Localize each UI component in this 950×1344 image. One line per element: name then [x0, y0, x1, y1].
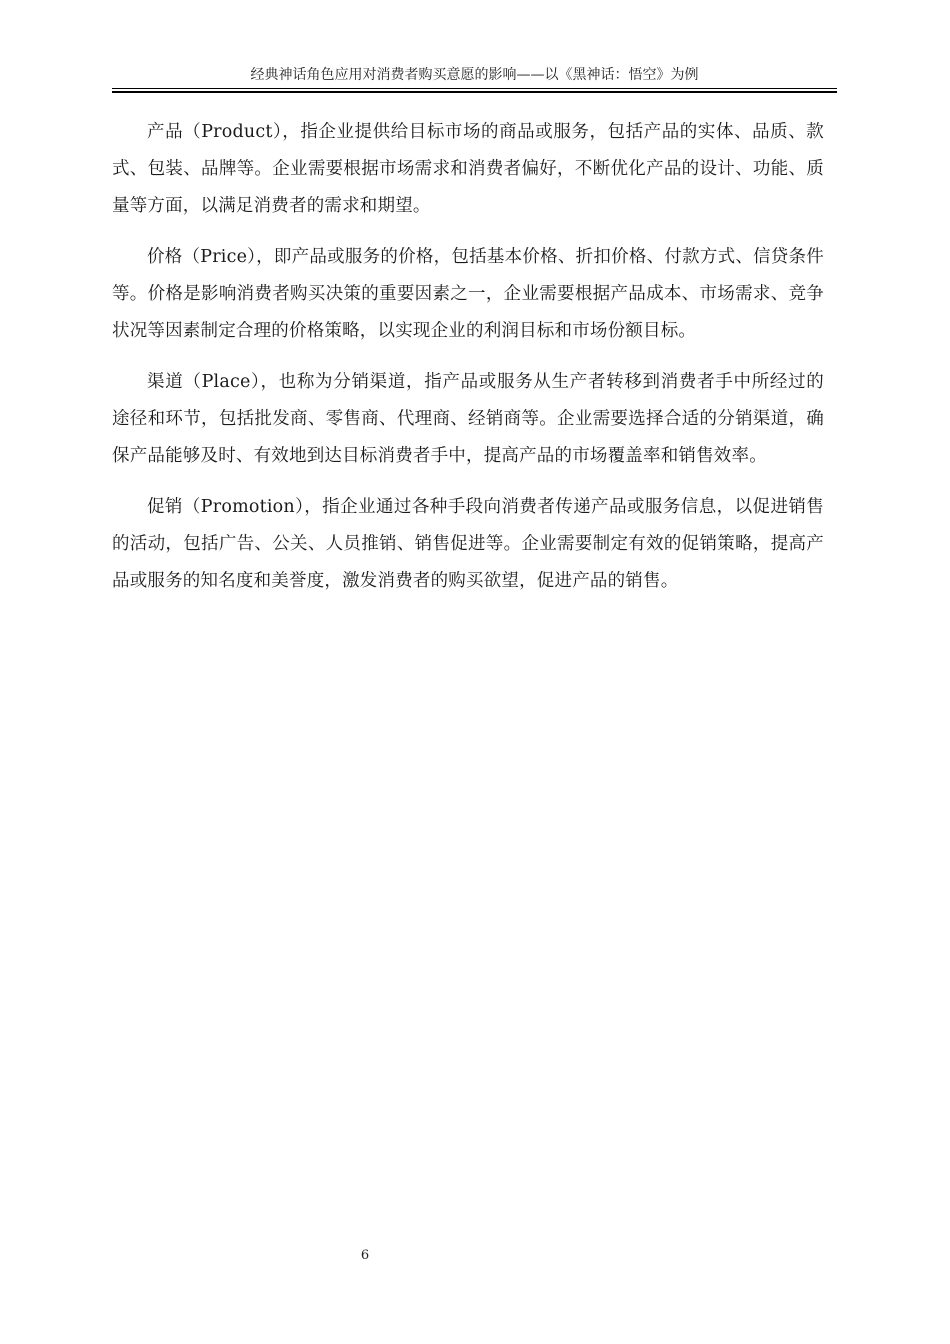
- paragraph-product: 产品（Product），指企业提供给目标市场的商品或服务，包括产品的实体、品质、款式、包装、品牌等。企业需要根据市场需求和消费者偏好，不断优化产品的设计、功能、质量等方面，以满足消费者的需求和期望。: [112, 122, 824, 216]
- paragraph-price: 价格（Price），即产品或服务的价格，包括基本价格、折扣价格、付款方式、信贷条件等。价格是影响消费者购买决策的重要因素之一，企业需要根据产品成本、市场需求、竞争状况等因素制定合理的价格策略，以实现企业的利润目标和市场份额目标。: [112, 247, 824, 341]
- body-text: [112, 114, 824, 614]
- page-header: [112, 64, 837, 90]
- header-rule-thin: [112, 88, 837, 89]
- page-number: 6: [360, 1248, 370, 1263]
- running-header-title: 经典神话角色应用对消费者购买意愿的影响——以《黑神话：悟空》为例: [250, 67, 699, 83]
- paragraph-place: 渠道（Place），也称为分销渠道，指产品或服务从生产者转移到消费者手中所经过的途径和环节，包括批发商、零售商、代理商、经销商等。企业需要选择合适的分销渠道，确保产品能够及时、有效地到达目标消费者手中，提高产品的市场覆盖率和销售效率。: [112, 372, 824, 466]
- header-rule-thick: [112, 91, 837, 93]
- paragraph-promotion: 促销（Promotion），指企业通过各种手段向消费者传递产品或服务信息，以促进销售的活动，包括广告、公关、人员推销、销售促进等。企业需要制定有效的促销策略，提高产品或服务的知名度和美誉度，激发消费者的购买欲望，促进产品的销售。: [112, 497, 824, 591]
